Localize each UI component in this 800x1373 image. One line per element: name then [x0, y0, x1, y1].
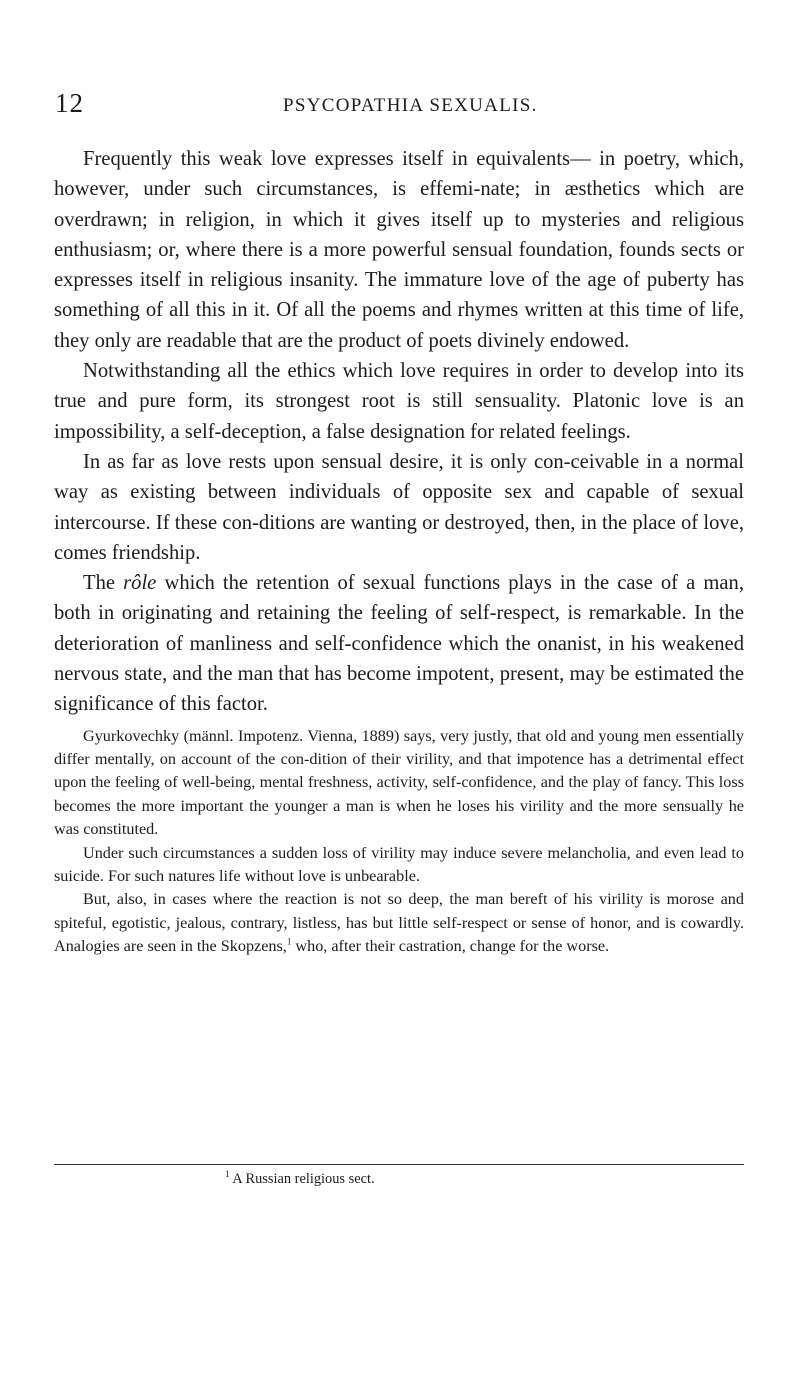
footnote-divider [54, 1164, 744, 1165]
paragraph-role [54, 568, 744, 719]
skopzens-text-after: who, after their castration, change for the worse. [291, 937, 610, 956]
main-text [54, 144, 744, 720]
page-number: 12 [55, 88, 84, 118]
role-text-after: which the retention of sexual functions plays in the case of a man, both in originating and retaining the feeling of self-respect, is remarkable. In the deterioration of manliness and self-confidence which the onanist, in his weakened nervous state, and the man that has become impotent, present, may be estimated the significance of this factor. [54, 572, 744, 716]
paragraph-skopzens [54, 888, 744, 958]
footnote-marker: 1 [225, 1169, 230, 1180]
role-italic-word: rôle [123, 572, 157, 595]
paragraph-equivalents: Frequently this weak love expresses itself in equivalents— in poetry, which, however, under such circumstances, is effemi-nate; in æsthetics which are overdrawn; in religion, in which it gives itself up to mysteries and religious enthusiasm; or, where there is a more powerful sensual foundation, founds sects or expresses itself in religious insanity. The immature love of the age of puberty has something of all this in it. Of all the poems and rhymes written at this time of life, they only are readable that are the product of poets divinely endowed. [54, 148, 744, 352]
footnote-text: A Russian religious sect. [229, 1171, 375, 1187]
body-text [54, 144, 744, 959]
role-text-before: The [83, 572, 124, 595]
paragraph-melancholia: Under such circumstances a sudden loss of virility may induce severe melancholia, and even lead to suicide. For such natures life without love is unbearable. [54, 843, 744, 886]
skopzens-text-before: But, also, in cases where the reaction is not so deep, the man bereft of his virility is morose and spiteful, egotistic, jealous, contrary, listless, has but little self-respect or sense of honor, and is cowardly. Analogies are seen in the Skopzens, [54, 890, 744, 956]
footnote [225, 1170, 375, 1188]
paragraph-gyurkovechky: Gyurkovechky (männl. Impotenz. Vienna, 1889) says, very justly, that old and young men essentially differ mentally, on account of the con-dition of their virility, and that impotence has a detrimental effect upon the feeling of well-being, mental freshness, activity, self-confidence, and the play of fancy. This loss becomes the more important the younger a man is when he loses his virility and the more sensually he was constituted. [54, 726, 744, 839]
paragraph-ethics: Notwithstanding all the ethics which love requires in order to develop into its true and pure form, its strongest root is still sensuality. Platonic love is an impossibility, a self-deception, a false designation for related feelings. [54, 360, 744, 443]
footnote-reference: 1 [286, 936, 292, 947]
paragraph-sensual-desire: In as far as love rests upon sensual desire, it is only con-ceivable in a normal way as existing between individuals of opposite sex and capable of sexual intercourse. If these con-ditions are wanting or destroyed, then, in the place of love, comes friendship. [54, 450, 744, 564]
running-head: PSYCOPATHIA SEXUALIS. [283, 95, 538, 116]
small-print-text [54, 725, 744, 959]
